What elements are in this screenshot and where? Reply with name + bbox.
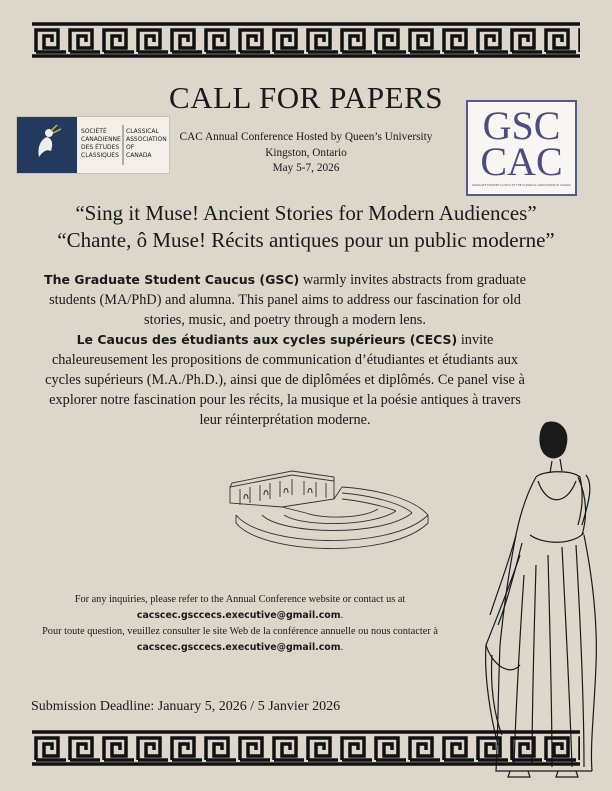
intro-english xyxy=(40,270,530,330)
submission-deadline: Submission Deadline: January 5, 2026 / 5 Janvier 2026 xyxy=(31,699,341,714)
panel-theme xyxy=(0,200,612,254)
logo-en-1: CLASSICAL xyxy=(126,128,159,135)
greek-key-border-top xyxy=(32,22,580,58)
email-link-fr[interactable]: cacscec.gsccecs.executive@gmail.com xyxy=(136,642,341,653)
logo-en-3: OF xyxy=(126,144,135,151)
period-en: . xyxy=(340,610,344,621)
logo-en-2: ASSOCIATION xyxy=(126,136,167,143)
logo-fr-1: SOCIÉTÉ xyxy=(81,128,107,135)
greek-muse-illustration xyxy=(480,415,600,781)
conference-host-info xyxy=(160,130,452,177)
logo-fr-3: DES ÉTUDES xyxy=(81,144,120,151)
logo-caption: GRADUATE STUDENT CAUCUS OF THE CLASSICAL ASSOCIATION OF CANADA xyxy=(472,184,571,187)
email-link-en[interactable]: cacscec.gsccecs.executive@gmail.com xyxy=(136,610,341,621)
contact-english-text: For any inquiries, please refer to the Annual Conference website or contact us at xyxy=(74,594,406,605)
logo-en-4: CANADA xyxy=(126,152,152,159)
cac-scec-logo xyxy=(16,116,170,174)
intro-french-text: invite chaleureusement les propositions de communication d’étudiantes et étudiants aux cycles supérieurs (M.A./Ph.D.), ainsi que de diplômées et diplômés. Ce panel vise à explorer notre fascination pour les récits, la musique et la poésie antiques à travers leur réinterprétation moderne. xyxy=(45,332,525,428)
logo-fr-2: CANADIENNE xyxy=(81,136,121,143)
host-line-2: Kingston, Ontario xyxy=(265,146,347,159)
host-line-3: May 5-7, 2026 xyxy=(272,162,340,174)
cecs-name: Le Caucus des étudiants aux cycles supérieurs (CECS) xyxy=(76,332,458,347)
contact-info xyxy=(30,592,450,656)
intro-french xyxy=(40,330,530,430)
host-line-1: CAC Annual Conference Hosted by Queen’s University xyxy=(179,131,433,143)
contact-english-email-line xyxy=(30,608,450,624)
theme-french: “Chante, ô Muse! Récits antiques pour un public moderne” xyxy=(57,228,555,252)
gsc-cac-logo xyxy=(466,100,577,196)
period-fr: . xyxy=(340,642,344,653)
page-title: CALL FOR PAPERS xyxy=(169,80,443,115)
contact-french-text: Pour toute question, veuillez consulter le site Web de la conférence annuelle ou nous contacter à xyxy=(42,626,438,637)
ancient-theatre-illustration xyxy=(222,465,438,553)
gsc-name: The Graduate Student Caucus (GSC) xyxy=(44,272,300,287)
logo-cac: CAC xyxy=(480,139,563,184)
logo-gsc: GSC xyxy=(482,103,561,148)
contact-french xyxy=(30,624,450,656)
intro-english-text: warmly invites abstracts from graduate students (MA/PhD) and alumna. This panel aims to address our fascination for old stories, music, and poetry through a modern lens. xyxy=(49,272,526,328)
intro-paragraph xyxy=(40,270,530,430)
logo-fr-4: CLASSIQUES xyxy=(81,152,119,159)
greek-key-border-bottom xyxy=(32,730,580,766)
theme-english: “Sing it Muse! Ancient Stories for Modern Audiences” xyxy=(75,201,537,225)
